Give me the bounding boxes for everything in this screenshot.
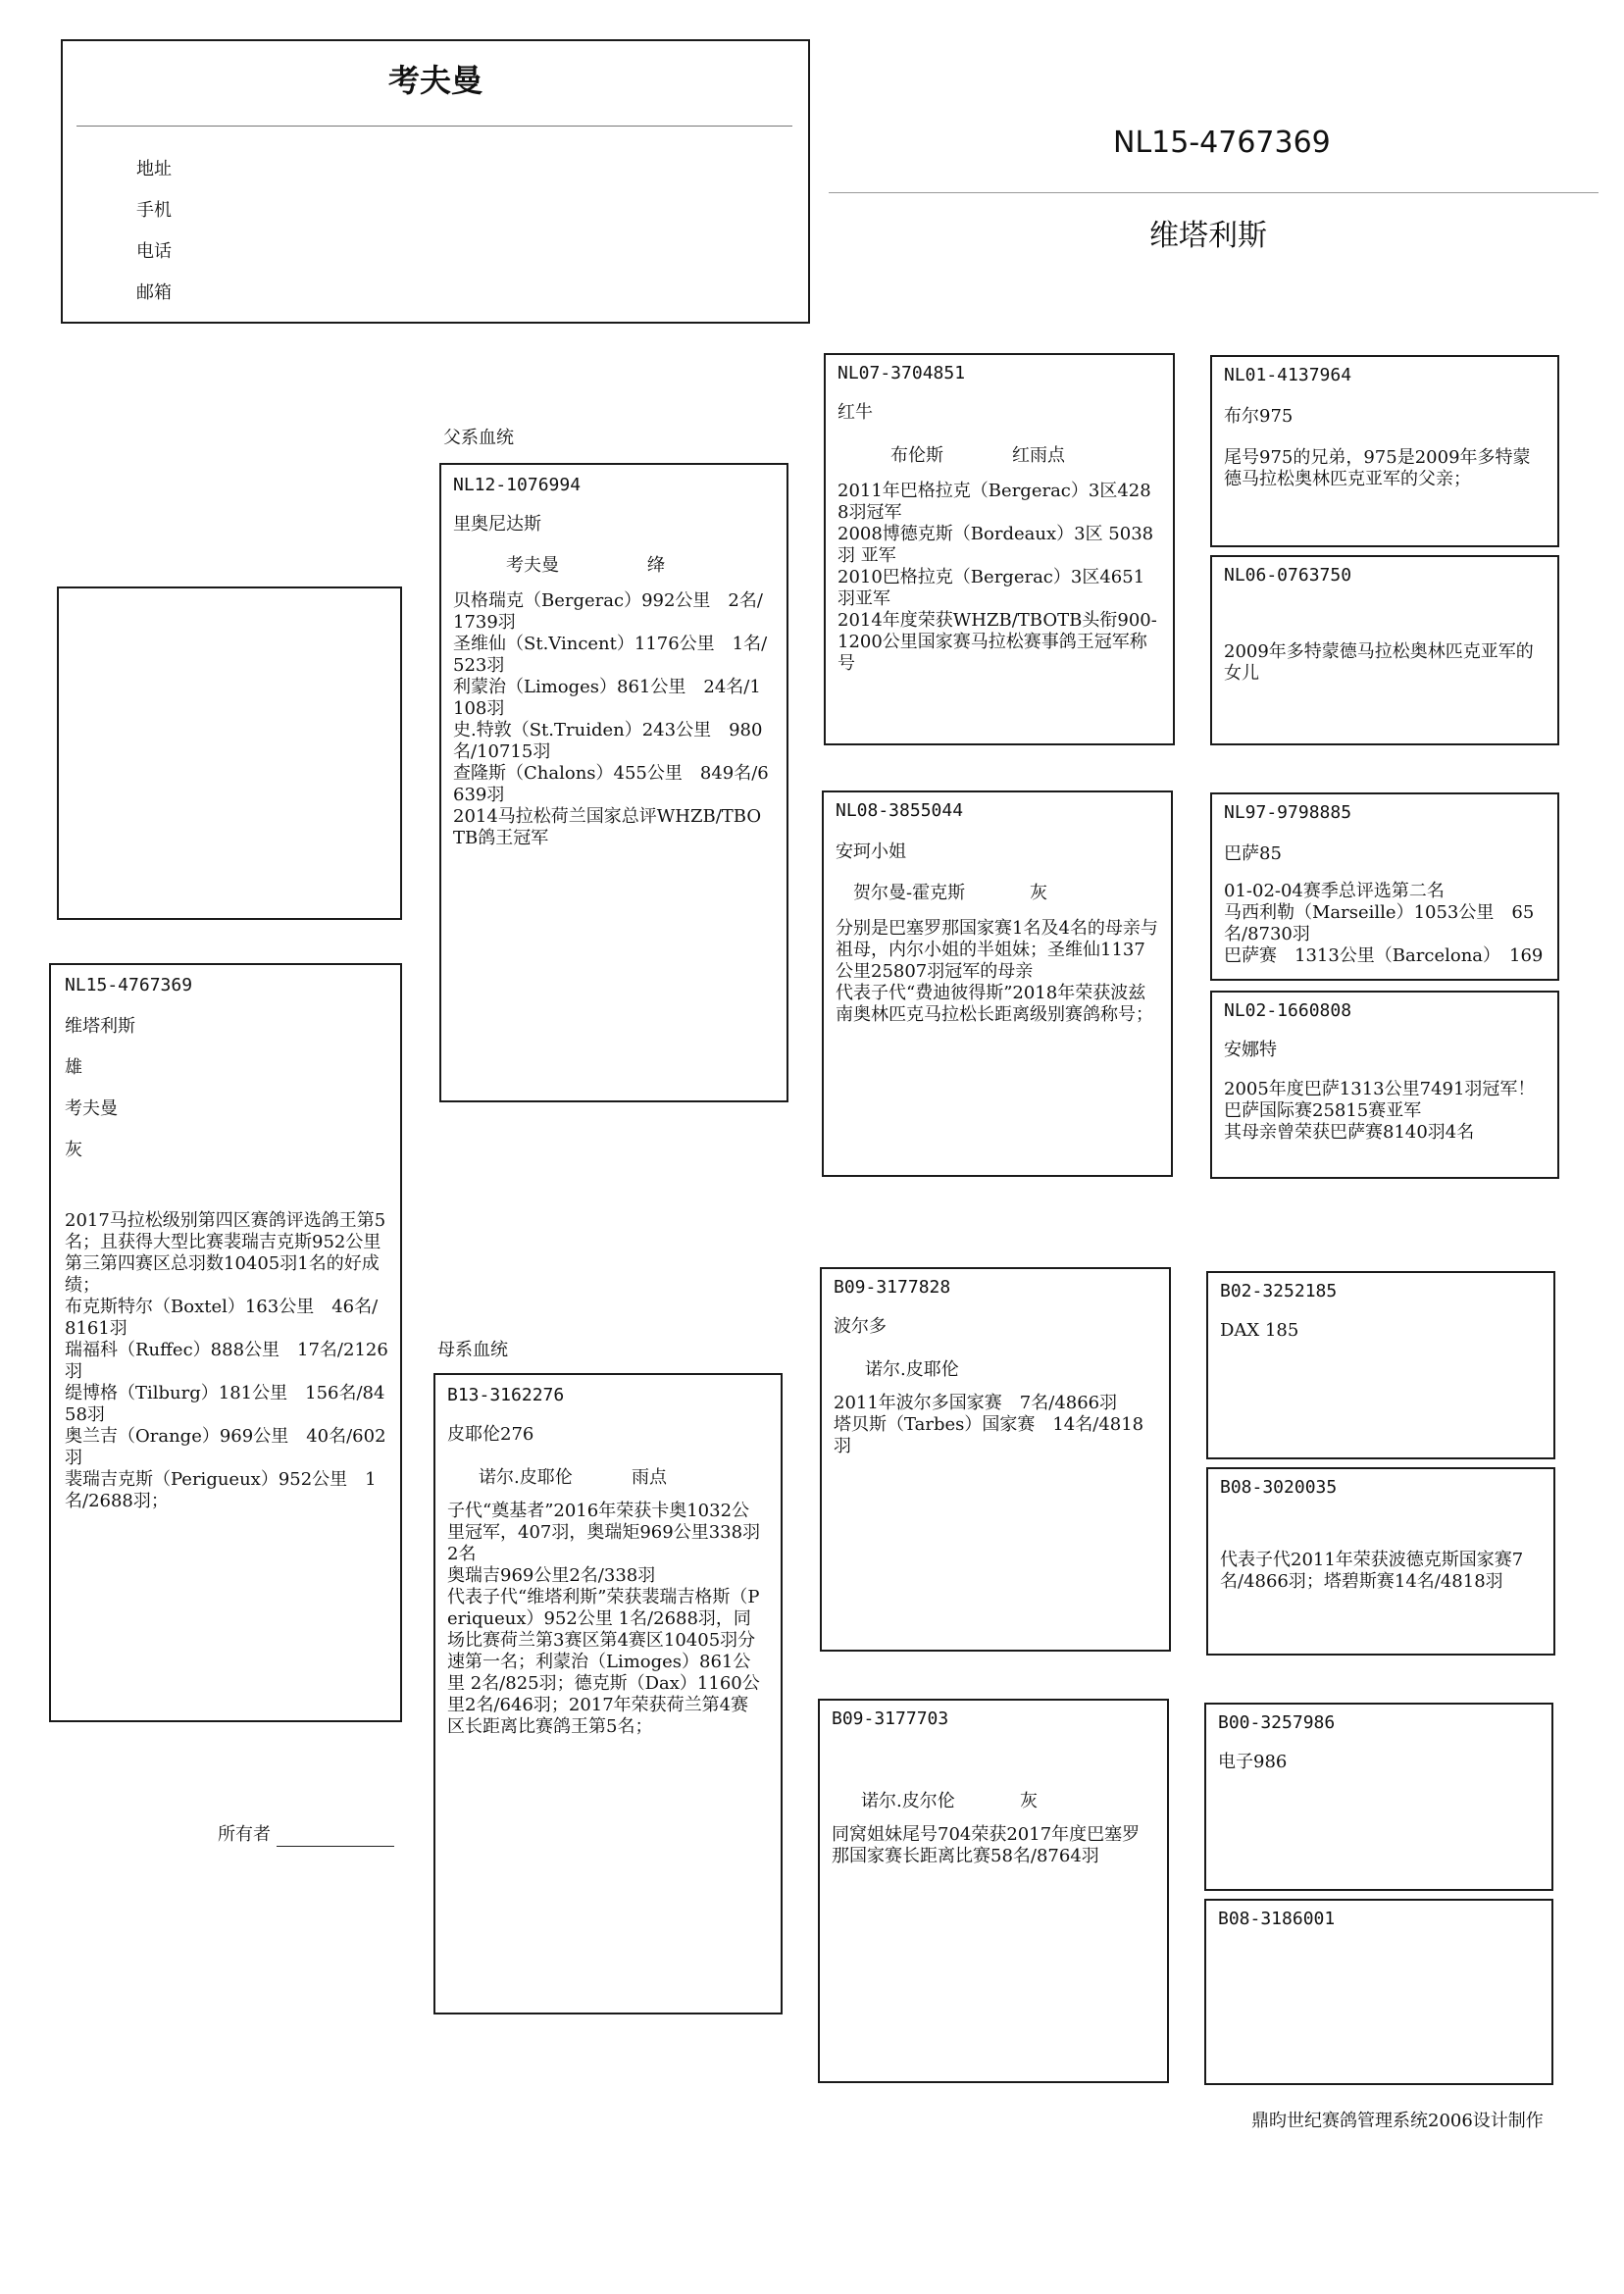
sire-sire-card — [824, 353, 1175, 745]
subject-notes: 2017马拉松级别第四区赛鸽评选鸽王第5名；且获得大型比赛裴瑞吉克斯952公里第三第四赛区总羽数10405羽1名的好成绩； 布克斯特尔（Boxtel）163公里 46名/8161羽 瑞福科（Ruffec）888公里 17名/2126羽 缇博格（Tilburg）181公里 156名/8458羽 奥兰吉（Orange）969公里 40名/602羽 裴瑞吉克斯（Perigueux）952公里 1名/2688羽； — [65, 1210, 388, 1511]
sire-card — [439, 463, 788, 1102]
sds-notes: 01-02-04赛季总评选第二名 马西利勒（Marseille）1053公里 65名/8730羽 巴萨赛 1313公里（Barcelona） 169 — [1224, 881, 1544, 966]
footer-credit: 鼎昀世纪赛鸽管理系统2006设计制作 — [1251, 2111, 1544, 2131]
dss-card — [1206, 1271, 1555, 1459]
dam-sire-card — [820, 1267, 1171, 1652]
sire-notes: 贝格瑞克（Bergerac）992公里 2名/1739羽 圣维仙（St.Vincent）1176公里 1名/523羽 利蒙治（Limoges）861公里 24名/1108羽 史.特敦（St.Truiden）243公里 980名/10715羽 查隆斯（Chalons）455公里 849名/6639羽 2014马拉松荷兰国家总评WHZB/TBOTB鸽王冠军 — [453, 590, 769, 848]
ds-name: 波尔多 — [834, 1316, 887, 1337]
ds-ring: B09-3177828 — [834, 1277, 951, 1298]
dds-ring: B00-3257986 — [1218, 1712, 1336, 1733]
owner-signature-label: 所有者 — [218, 1824, 271, 1845]
sdd-name: 安娜特 — [1224, 1040, 1277, 1060]
owner-signature-line — [277, 1846, 394, 1847]
sd-breeder: 贺尔曼-霍克斯 — [853, 883, 966, 903]
owner-divider — [76, 126, 792, 127]
sss-notes: 尾号975的兄弟，975是2009年多特蒙德马拉松奥林匹克亚军的父亲； — [1224, 447, 1531, 489]
sss-ring: NL01-4137964 — [1224, 365, 1352, 385]
dsd-card — [1206, 1467, 1555, 1656]
subject-name: 维塔利斯 — [65, 1016, 135, 1037]
sss-name: 布尔975 — [1224, 406, 1294, 427]
dsd-notes: 代表子代2011年荣获波德克斯国家赛7名/4866羽；塔碧斯赛14名/4818羽 — [1220, 1550, 1524, 1592]
owner-card — [61, 39, 810, 324]
dam-ring: B13-3162276 — [447, 1385, 565, 1405]
dss-name: DAX 185 — [1220, 1320, 1299, 1341]
dd-ring: B09-3177703 — [832, 1708, 949, 1729]
owner-field-mobile: 手机 — [136, 200, 172, 221]
sire-color: 绛 — [647, 555, 665, 576]
sds-ring: NL97-9798885 — [1224, 802, 1352, 823]
dd-notes: 同窝姐妹尾号704荣获2017年度巴塞罗那国家赛长距离比赛58名/8764羽 — [832, 1824, 1141, 1866]
dd-color: 灰 — [1020, 1791, 1038, 1811]
dd-breeder: 诺尔.皮尔伦 — [861, 1791, 955, 1811]
dss-ring: B02-3252185 — [1220, 1281, 1338, 1301]
ss-color: 红雨点 — [1012, 445, 1065, 466]
owner-field-email: 邮箱 — [136, 282, 172, 303]
owner-name: 考夫曼 — [387, 62, 482, 99]
sire-breeder: 考夫曼 — [506, 555, 559, 576]
sd-name: 安珂小姐 — [836, 841, 906, 862]
ddd-card — [1204, 1899, 1553, 2085]
sire-dam-card — [822, 790, 1173, 1177]
sds-card — [1210, 792, 1559, 981]
sdd-ring: NL02-1660808 — [1224, 1000, 1352, 1021]
dds-name: 电子986 — [1218, 1752, 1288, 1772]
sd-notes: 分别是巴塞罗那国家赛1名及4名的母亲与祖母，内尔小姐的半姐妹；圣维仙1137公里25807羽冠军的母亲 代表子代“费迪彼得斯”2018年荣获波兹南奥林匹克马拉松长距离级别赛鸽称号； — [836, 918, 1158, 1025]
ss-name: 红牛 — [837, 402, 873, 423]
subject-ring: NL15-4767369 — [65, 975, 193, 995]
dam-card — [433, 1373, 783, 2014]
pigeon-photo-frame — [57, 586, 402, 920]
dds-card — [1204, 1703, 1553, 1891]
sds-name: 巴萨85 — [1224, 843, 1282, 864]
ss-breeder: 布伦斯 — [890, 445, 943, 466]
dam-notes: 子代“奠基者”2016年荣获卡奥1032公里冠军，407羽，奥瑞矩969公里338羽2名 奥瑞吉969公里2名/338羽 代表子代“维塔利斯”荣获裴瑞吉格斯（Periqueux）952公里 1名/2688羽，同场比赛荷兰第3赛区第4赛区10405羽分速第一名；利蒙治（Limoges）861公里 2名/825羽；德克斯（Dax）1160公里2名/646羽；2017年荣获荷兰第4赛区长距离比赛鸽王第5名； — [447, 1501, 761, 1737]
sd-ring: NL08-3855044 — [836, 800, 964, 821]
sire-name: 里奥尼达斯 — [453, 514, 541, 535]
dam-breeder: 诺尔.皮耶伦 — [479, 1467, 573, 1488]
header-divider — [829, 192, 1599, 193]
sdd-card — [1210, 991, 1559, 1179]
dam-name: 皮耶伦276 — [447, 1424, 534, 1445]
subject-card — [49, 963, 402, 1722]
owner-field-address: 地址 — [136, 159, 172, 179]
dsd-ring: B08-3020035 — [1220, 1477, 1338, 1498]
ssd-ring: NL06-0763750 — [1224, 565, 1352, 586]
subject-sex: 雄 — [65, 1057, 82, 1078]
sss-card — [1210, 355, 1559, 547]
ddd-ring: B08-3186001 — [1218, 1909, 1336, 1929]
ds-notes: 2011年波尔多国家赛 7名/4866羽 塔贝斯（Tarbes）国家赛 14名/4818羽 — [834, 1393, 1144, 1456]
ss-notes: 2011年巴格拉克（Bergerac）3区4288羽冠军 2008博德克斯（Bordeaux）3区 5038羽 亚军 2010巴格拉克（Bergerac）3区4651羽亚军 2014年度荣获WHZB/TBOTB头衔900-1200公里国家赛马拉松赛事鸽王冠军称号 — [837, 481, 1157, 674]
sdd-notes: 2005年度巴萨1313公里7491羽冠军！ 巴萨国际赛25815赛亚军 其母亲曾荣获巴萨赛8140羽4名 — [1224, 1079, 1536, 1143]
header-name: 维塔利斯 — [1149, 219, 1267, 253]
dam-line-label: 母系血统 — [437, 1340, 508, 1360]
dam-color: 雨点 — [632, 1467, 667, 1488]
ssd-card — [1210, 555, 1559, 745]
ssd-notes: 2009年多特蒙德马拉松奥林匹克亚军的女儿 — [1224, 641, 1534, 684]
header-ring: NL15-4767369 — [1113, 126, 1331, 160]
subject-color: 灰 — [65, 1140, 82, 1160]
ss-ring: NL07-3704851 — [837, 363, 966, 383]
sd-color: 灰 — [1030, 883, 1047, 903]
sire-line-label: 父系血统 — [443, 428, 514, 448]
ds-breeder: 诺尔.皮耶伦 — [865, 1359, 959, 1380]
owner-field-phone: 电话 — [136, 241, 172, 262]
dam-dam-card — [818, 1699, 1169, 2083]
sire-ring: NL12-1076994 — [453, 475, 582, 495]
subject-breeder: 考夫曼 — [65, 1098, 118, 1119]
